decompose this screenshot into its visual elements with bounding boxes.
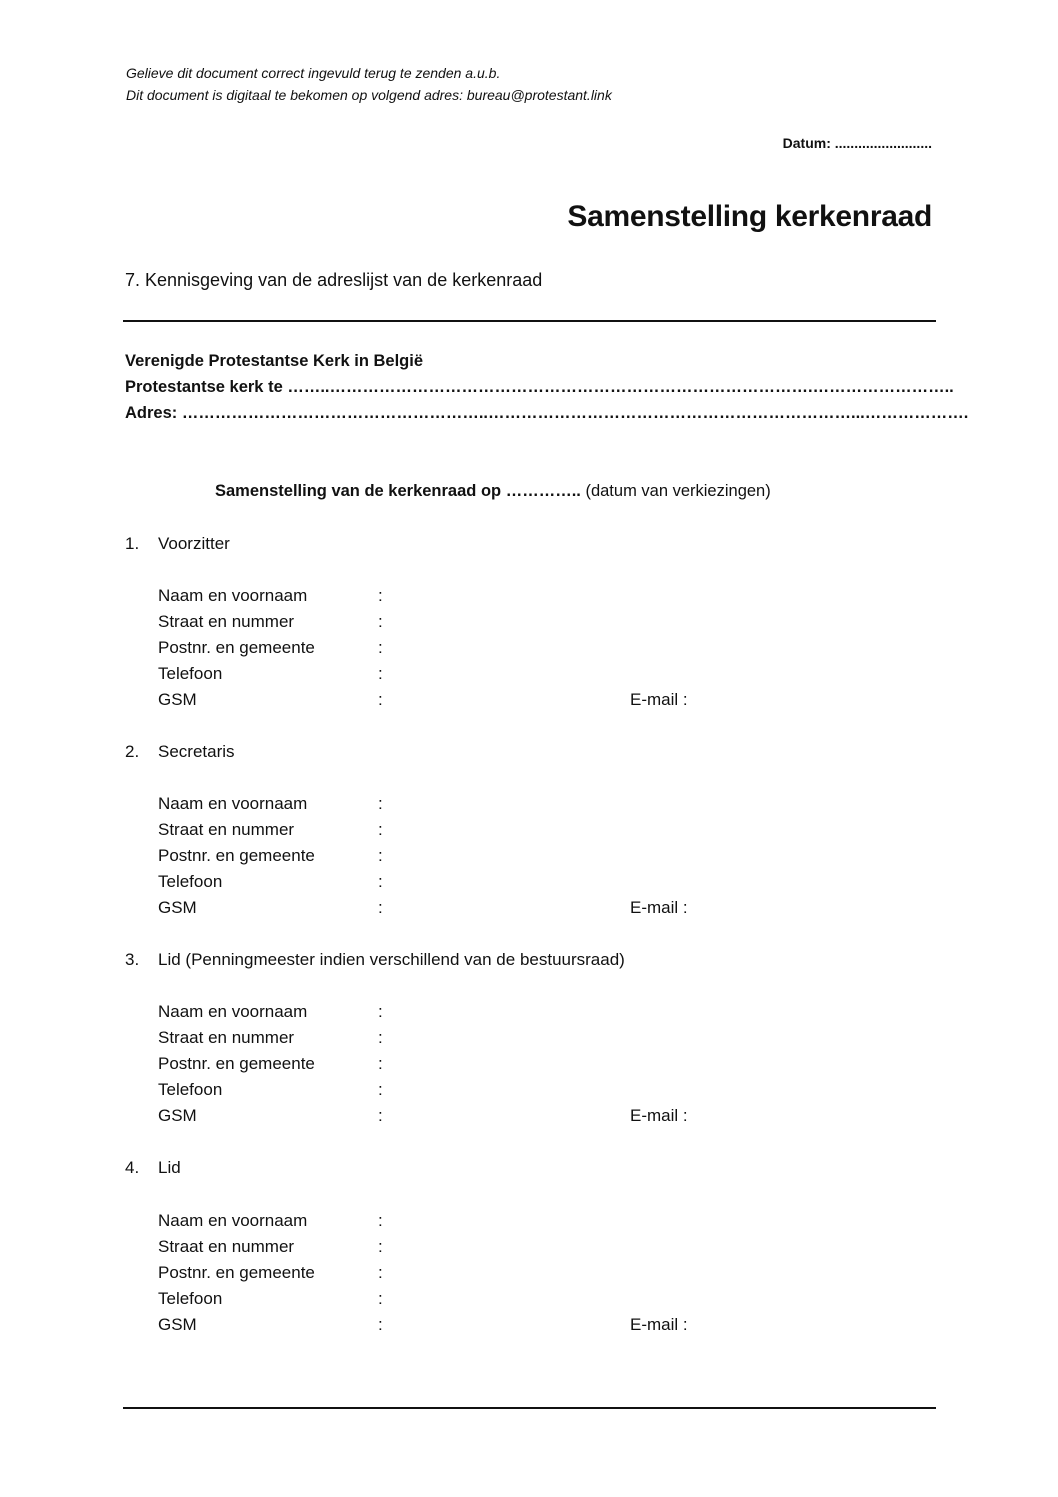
name-colon: :: [378, 794, 383, 813]
section-number: 1.: [125, 534, 140, 553]
section-number: 2.: [125, 742, 140, 761]
phone-label: Telefoon: [158, 1289, 223, 1308]
gsm-label: GSM: [158, 1106, 197, 1125]
bottom-divider: [123, 1407, 936, 1409]
section-number: 4.: [125, 1158, 140, 1177]
church-location-field: Protestantse kerk te ……..…………………………………………………………………………….……………………..: [125, 378, 954, 396]
gsm-label: GSM: [158, 690, 197, 709]
gsm-label: GSM: [158, 1315, 197, 1334]
top-divider: [123, 320, 936, 322]
street-colon: :: [378, 1237, 383, 1256]
section-title: Lid (Penningmeester indien verschillend van de bestuursraad): [158, 950, 625, 969]
email-label: E-mail :: [630, 898, 688, 917]
street-label: Straat en nummer: [158, 612, 295, 631]
phone-colon: :: [378, 1289, 383, 1308]
church-organization: Verenigde Protestantse Kerk in België: [125, 352, 424, 370]
digital-address-note: Dit document is digitaal te bekomen op volgend adres: bureau@protestant.link: [126, 87, 612, 103]
name-label: Naam en voornaam: [158, 794, 308, 813]
postal-colon: :: [378, 638, 383, 657]
postal-colon: :: [378, 846, 383, 865]
phone-colon: :: [378, 872, 383, 891]
section-subtitle: 7. Kennisgeving van de adreslijst van de kerkenraad: [125, 270, 543, 290]
section-number: 3.: [125, 950, 140, 969]
street-label: Straat en nummer: [158, 1237, 295, 1256]
page-title: Samenstelling kerkenraad: [567, 200, 932, 233]
postal-label: Postnr. en gemeente: [158, 846, 315, 865]
section-title: Lid: [158, 1158, 181, 1177]
street-colon: :: [378, 820, 383, 839]
email-label: E-mail :: [630, 690, 688, 709]
phone-label: Telefoon: [158, 1080, 223, 1099]
street-colon: :: [378, 1028, 383, 1047]
street-colon: :: [378, 612, 383, 631]
name-label: Naam en voornaam: [158, 1211, 308, 1230]
postal-label: Postnr. en gemeente: [158, 638, 315, 657]
section-title: Secretaris: [158, 742, 235, 761]
phone-label: Telefoon: [158, 664, 223, 683]
street-label: Straat en nummer: [158, 820, 295, 839]
gsm-colon: :: [378, 690, 383, 709]
instruction-note: Gelieve dit document correct ingevuld terug te zenden a.u.b.: [126, 65, 501, 81]
gsm-label: GSM: [158, 898, 197, 917]
gsm-colon: :: [378, 898, 383, 917]
name-label: Naam en voornaam: [158, 586, 308, 605]
composition-hint: (datum van verkiezingen): [580, 482, 771, 500]
name-colon: :: [378, 586, 383, 605]
church-address-field: Adres: ………………………………………………..…………………………………………………………...……………….: [125, 404, 969, 422]
composition-label: Samenstelling van de kerkenraad op …………..: [215, 482, 581, 500]
street-label: Straat en nummer: [158, 1028, 295, 1047]
email-label: E-mail :: [630, 1106, 688, 1125]
postal-colon: :: [378, 1263, 383, 1282]
name-label: Naam en voornaam: [158, 1002, 308, 1021]
postal-colon: :: [378, 1054, 383, 1073]
gsm-colon: :: [378, 1315, 383, 1334]
section-title: Voorzitter: [158, 534, 230, 553]
postal-label: Postnr. en gemeente: [158, 1263, 315, 1282]
email-label: E-mail :: [630, 1315, 688, 1334]
name-colon: :: [378, 1211, 383, 1230]
date-field: Datum: .........................: [782, 135, 932, 151]
postal-label: Postnr. en gemeente: [158, 1054, 315, 1073]
phone-colon: :: [378, 1080, 383, 1099]
composition-date-line: [215, 482, 771, 501]
phone-label: Telefoon: [158, 872, 223, 891]
phone-colon: :: [378, 664, 383, 683]
gsm-colon: :: [378, 1106, 383, 1125]
name-colon: :: [378, 1002, 383, 1021]
